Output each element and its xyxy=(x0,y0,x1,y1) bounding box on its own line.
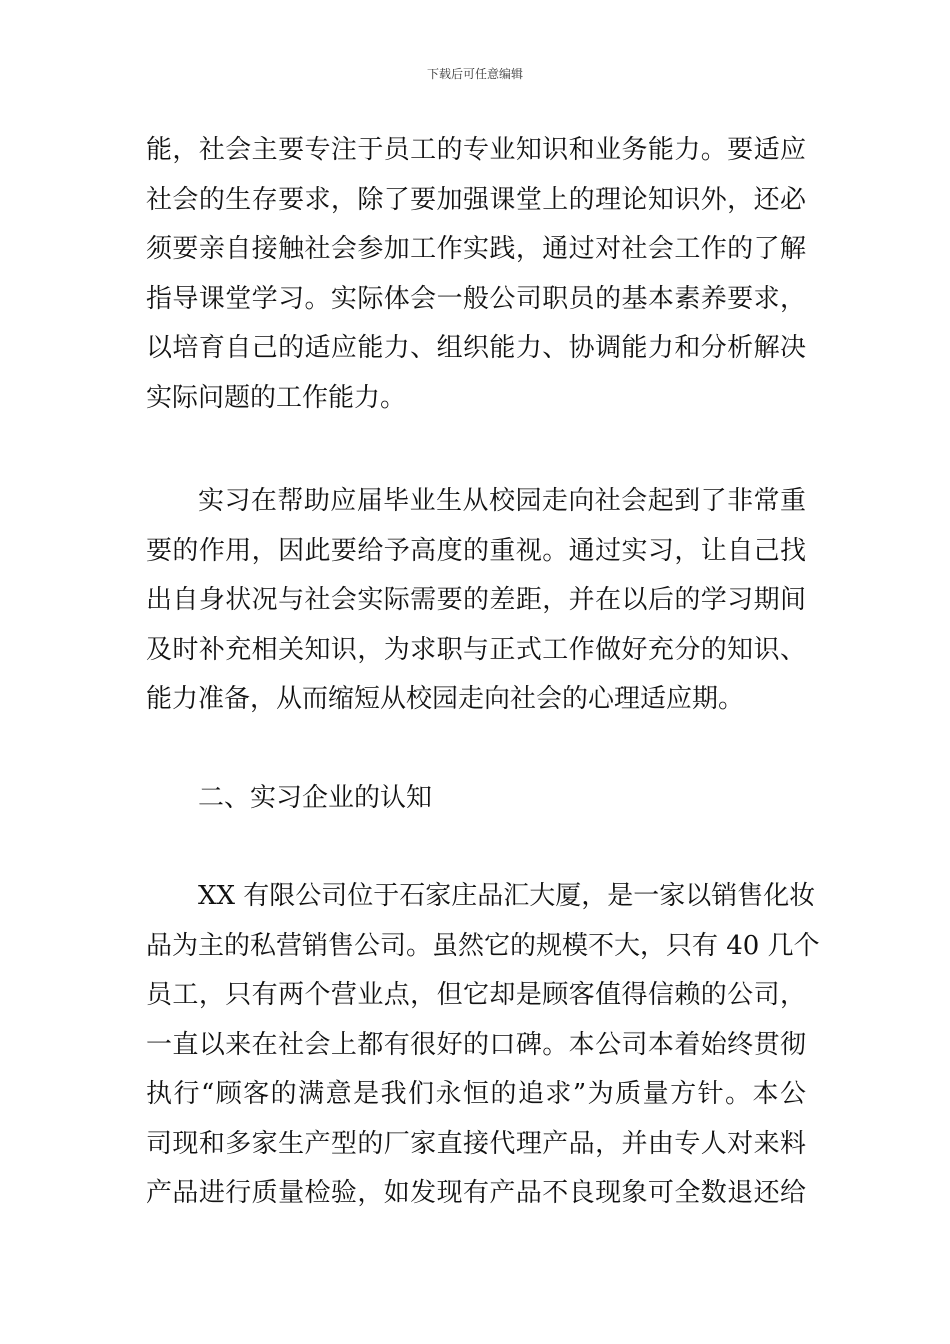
text-line: 要的作用，因此要给予高度的重视。通过实习，让自己找 xyxy=(146,535,806,566)
text-line: 执行“顾客的满意是我们永恒的追求”为质量方针。本公 xyxy=(146,1079,806,1109)
text-line: 员工，只有两个营业点，但它却是顾客值得信赖的公司， xyxy=(146,980,806,1010)
text-line: 司现和多家生产型的厂家直接代理产品，并由专人对来料 xyxy=(146,1128,806,1159)
section-heading: 二、实习企业的认知 xyxy=(198,783,433,813)
text-line: 产品进行质量检验，如发现有产品不良现象可全数退还给 xyxy=(146,1178,806,1208)
text-line: XX 有限公司位于石家庄品汇大厦，是一家以销售化妆 xyxy=(198,881,816,911)
text-line: 实际问题的工作能力。 xyxy=(146,382,407,413)
text-line: 出自身状况与社会实际需要的差距，并在以后的学习期间 xyxy=(146,585,806,615)
text-line: 能，社会主要专注于员工的专业知识和业务能力。要适应 xyxy=(146,135,806,165)
paragraph-1 xyxy=(146,126,806,423)
paragraph-3 xyxy=(146,872,820,1219)
text-line: 一直以来在社会上都有很好的口碑。本公司本着始终贯彻 xyxy=(146,1029,806,1060)
text-line: 以培育自己的适应能力、组织能力、协调能力和分析解决 xyxy=(146,333,806,363)
text-line: 及时补充相关知识，为求职与正式工作做好充分的知识、 xyxy=(146,634,806,665)
text-line: 能力准备，从而缩短从校园走向社会的心理适应期。 xyxy=(146,684,745,714)
text-line: 指导课堂学习。实际体会一般公司职员的基本素养要求， xyxy=(146,283,806,314)
page-header: 下载后可任意编辑 xyxy=(426,67,523,81)
text-line: 须要亲自接触社会参加工作实践，通过对社会工作的了解 xyxy=(146,234,806,264)
paragraph-2 xyxy=(146,477,806,725)
text-line: 实习在帮助应届毕业生从校园走向社会起到了非常重 xyxy=(198,486,806,516)
text-line: 社会的生存要求，除了要加强课堂上的理论知识外，还必 xyxy=(146,184,806,215)
text-line: 品为主的私营销售公司。虽然它的规模不大，只有 40 几个 xyxy=(146,930,820,961)
